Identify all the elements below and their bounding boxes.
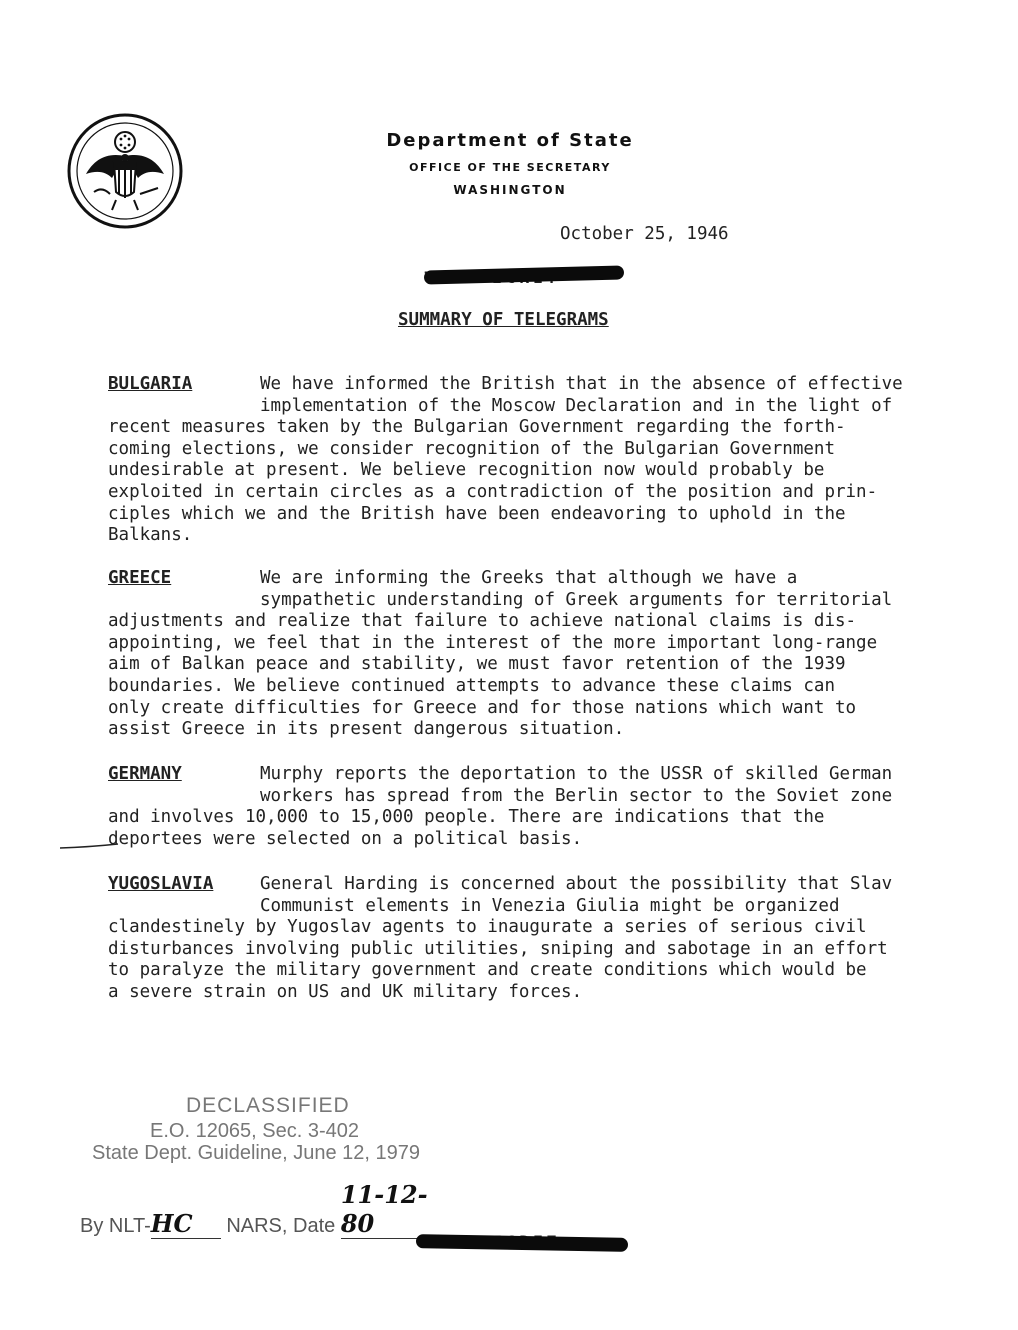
section-continuation-line: workers has spread from the Berlin sector to the Soviet zone [260, 785, 893, 806]
section-yugoslavia [108, 874, 908, 1004]
section-line: assist Greece in its present dangerous situation. [108, 719, 625, 740]
section-line: exploited in certain circles as a contradiction of the position and prin- [108, 481, 878, 502]
section-line: and involves 10,000 to 15,000 people. There are indications that the [108, 807, 825, 828]
section-line: undesirable at present. We believe recognition now would probably be [108, 460, 825, 481]
section-first-line: General Harding is concerned about the possibility that Slav [260, 874, 893, 894]
section-line: Balkans. [108, 525, 193, 546]
section-heading: YUGOSLAVIA [108, 874, 214, 894]
section-line: a severe strain on US and UK military forces. [108, 981, 583, 1002]
section-first-line: We have informed the British that in the absence of effective [260, 374, 903, 394]
declassified-date: 11-12-80 [341, 1180, 451, 1239]
section-line: boundaries. We believe continued attempts to advance these claims can [108, 675, 835, 696]
declassified-stamp-signoff [80, 1180, 451, 1239]
letterhead-city: WASHINGTON [453, 183, 567, 197]
declassified-stamp-authority: E.O. 12065, Sec. 3-402 [150, 1120, 360, 1142]
section-line: to paralyze the military government and create conditions which would be [108, 960, 867, 981]
declassified-by-label: By NLT- [80, 1215, 151, 1237]
section-line: adjustments and realize that failure to achieve national claims is dis- [108, 611, 857, 632]
declassified-initials: HC [151, 1209, 221, 1239]
section-line: aim of Balkan peace and stability, we must favor retention of the 1939 [108, 654, 846, 675]
declassified-nars-label: NARS, Date [226, 1215, 336, 1237]
document-date: October 25, 1946 [560, 224, 729, 244]
document-title: SUMMARY OF TELEGRAMS [398, 310, 609, 330]
department-of-state-seal-icon [66, 112, 184, 230]
section-heading: GREECE [108, 568, 172, 588]
declassified-stamp-title: DECLASSIFIED [186, 1094, 350, 1117]
section-first-line: We are informing the Greeks that although we have a [260, 568, 798, 588]
letterhead-office: OFFICE OF THE SECRETARY [409, 161, 611, 174]
section-first-line: Murphy reports the deportation to the USSR of skilled German [260, 764, 893, 784]
section-continuation-line: Communist elements in Venezia Giulia might be organized [260, 895, 840, 916]
section-line: coming elections, we consider recognition of the Bulgarian Government [108, 438, 835, 459]
declassified-stamp-guideline: State Dept. Guideline, June 12, 1979 [92, 1142, 421, 1164]
letterhead [330, 130, 690, 197]
section-continuation-line: sympathetic understanding of Greek arguments for territorial [260, 589, 893, 610]
section-heading: BULGARIA [108, 374, 193, 394]
section-line: appointing, we feel that in the interest of the more important long-range [108, 632, 878, 653]
section-heading: GERMANY [108, 764, 182, 784]
section-line: ciples which we and the British have been endeavoring to uphold in the [108, 503, 846, 524]
section-line: disturbances involving public utilities, sniping and sabotage in an effort [108, 938, 888, 959]
section-line: clandestinely by Yugoslav agents to inaugurate a series of serious civil [108, 917, 867, 938]
letterhead-department: Department of State [386, 130, 634, 151]
section-greece [108, 568, 908, 741]
section-line: deportees were selected on a political basis. [108, 828, 583, 849]
section-germany [108, 764, 908, 850]
section-line: only create difficulties for Greece and for those nations which want to [108, 697, 857, 718]
section-line: recent measures taken by the Bulgarian Government regarding the forth- [108, 417, 846, 438]
pen-mark [60, 842, 120, 850]
section-bulgaria [108, 374, 908, 547]
section-continuation-line: implementation of the Moscow Declaration and in the light of [260, 395, 893, 416]
